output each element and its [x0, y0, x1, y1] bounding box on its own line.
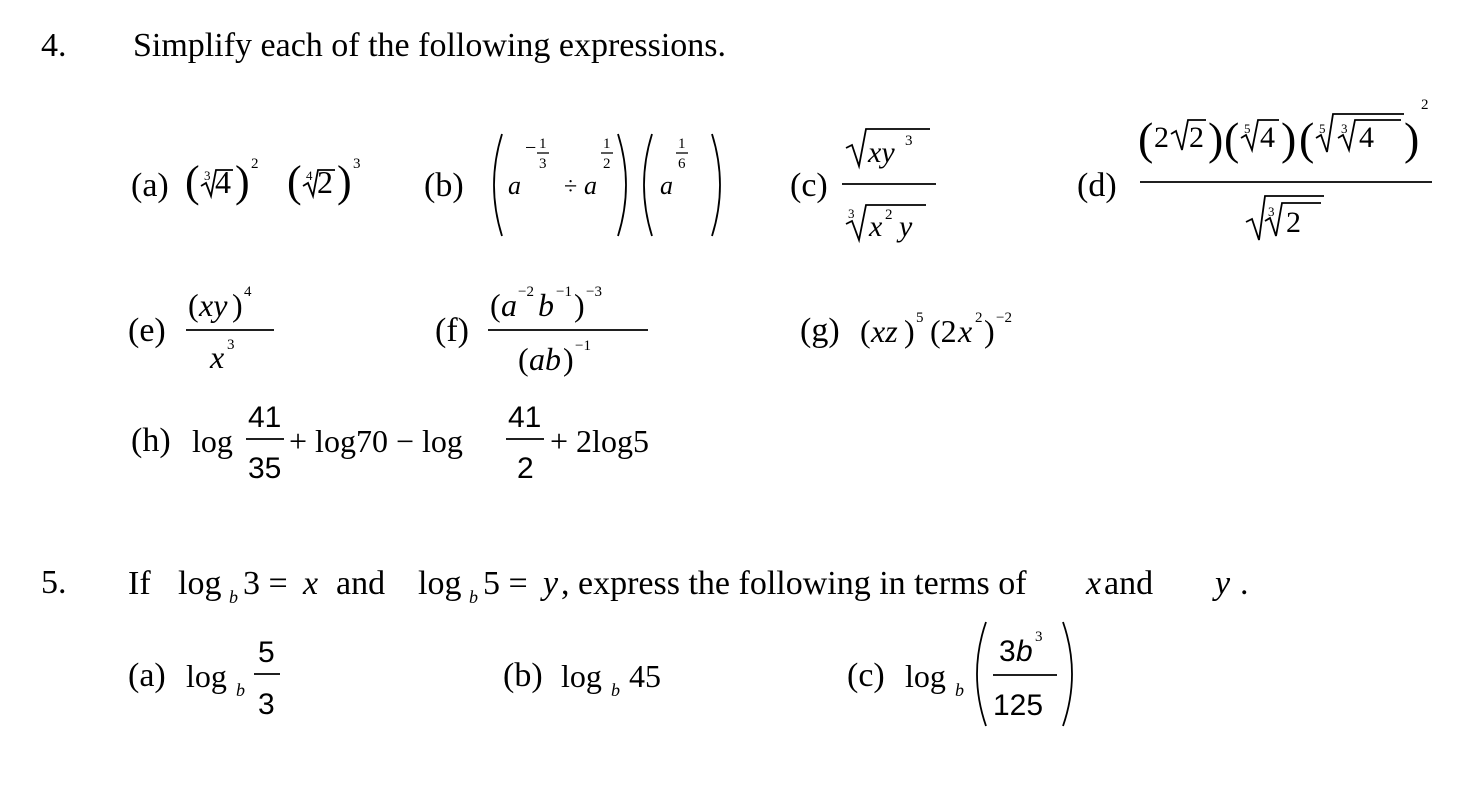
svg-text:2: 2 [251, 156, 259, 172]
svg-text:45: 45 [629, 658, 661, 694]
svg-text:3: 3 [848, 206, 855, 221]
svg-text:x: x [303, 565, 319, 602]
svg-text:+ log70 − log: + log70 − log [289, 423, 463, 459]
svg-text:x: x [869, 210, 883, 243]
svg-text:−1: −1 [556, 284, 572, 300]
svg-text:6: 6 [678, 156, 686, 172]
svg-text:): ) [574, 287, 585, 323]
part-4c-label: (c) [790, 167, 828, 204]
svg-text:xy: xy [868, 136, 895, 169]
svg-text:): ) [984, 313, 995, 349]
svg-text:+ 2log5: + 2log5 [550, 423, 649, 459]
svg-text:−2: −2 [996, 310, 1012, 326]
svg-text:4: 4 [1260, 121, 1275, 154]
svg-text:2: 2 [317, 164, 333, 200]
svg-text:ab: ab [529, 341, 561, 377]
svg-text:4: 4 [306, 168, 313, 183]
svg-text:a: a [584, 171, 597, 200]
svg-text:b: b [236, 680, 245, 700]
svg-text:y: y [899, 210, 913, 243]
part-4a-label: (a) [131, 167, 169, 204]
svg-text:.: . [1240, 565, 1249, 602]
svg-text:, express the following in ter: , express the following in terms of [561, 565, 1027, 602]
part-5c-label: (c) [847, 657, 885, 694]
expression-4c [842, 118, 942, 248]
svg-text:2: 2 [1286, 206, 1301, 239]
question-5-instruction [128, 556, 1278, 606]
svg-text:41: 41 [508, 401, 542, 434]
part-5b-label: (b) [503, 657, 543, 694]
svg-text:): ) [232, 287, 243, 323]
svg-text:): ) [337, 157, 352, 206]
svg-text:5 =: 5 = [483, 565, 528, 602]
svg-text:3: 3 [353, 156, 361, 172]
svg-text:(: ( [185, 157, 200, 206]
svg-text:2: 2 [885, 207, 893, 223]
svg-text:b: b [1016, 635, 1033, 668]
svg-text:(: ( [1224, 113, 1240, 164]
svg-text:3 =: 3 = [243, 565, 288, 602]
question-4-number: 4. [41, 27, 67, 64]
expression-4e [186, 282, 286, 382]
svg-text:(: ( [1138, 113, 1154, 164]
expression-4a [185, 150, 385, 210]
svg-text:xz: xz [871, 313, 898, 349]
svg-text:3: 3 [539, 156, 547, 172]
expression-5c [905, 620, 1085, 735]
part-5a-label: (a) [128, 657, 166, 694]
svg-text:2: 2 [517, 452, 534, 485]
svg-text:4: 4 [1359, 121, 1374, 154]
svg-text:35: 35 [248, 452, 282, 485]
svg-text:5: 5 [916, 310, 924, 326]
part-4d-label: (d) [1077, 167, 1117, 204]
svg-text:2: 2 [603, 156, 611, 172]
svg-text:log: log [561, 658, 602, 694]
part-4e-label: (e) [128, 312, 166, 349]
svg-text:(: ( [287, 157, 302, 206]
svg-text:(: ( [860, 313, 871, 349]
svg-text:log: log [905, 658, 946, 694]
svg-text:x: x [958, 313, 973, 349]
expression-4b [480, 130, 740, 245]
svg-text:(2: (2 [930, 313, 957, 349]
part-4b-label: (b) [424, 167, 464, 204]
svg-text:3: 3 [905, 133, 913, 149]
svg-text:(: ( [518, 341, 529, 377]
svg-text:y: y [1215, 565, 1231, 602]
svg-text:(: ( [490, 287, 501, 323]
svg-text:b: b [538, 287, 554, 323]
svg-text:(: ( [1299, 113, 1315, 164]
question-4-instruction: Simplify each of the following expressions. [133, 27, 727, 64]
expression-4g [858, 304, 1038, 354]
svg-text:1: 1 [539, 136, 547, 152]
svg-text:a: a [508, 171, 521, 200]
expression-4f [488, 282, 658, 382]
svg-text:3: 3 [204, 168, 211, 183]
question-5-number: 5. [41, 564, 67, 601]
svg-text:): ) [235, 157, 250, 206]
svg-text:b: b [611, 680, 620, 700]
svg-text:log: log [418, 565, 462, 602]
svg-text:125: 125 [993, 689, 1044, 722]
svg-text:log: log [192, 423, 233, 459]
svg-text:2: 2 [975, 310, 983, 326]
svg-text:2: 2 [1421, 97, 1429, 113]
svg-text:): ) [563, 341, 574, 377]
svg-text:and: and [1104, 565, 1154, 602]
svg-text:2: 2 [1189, 121, 1204, 154]
svg-text:2: 2 [1154, 121, 1169, 154]
svg-text:3: 3 [258, 688, 275, 721]
svg-text:−1: −1 [575, 338, 591, 354]
svg-text:log: log [186, 658, 227, 694]
svg-text:x: x [1086, 565, 1102, 602]
svg-text:3: 3 [1341, 121, 1348, 136]
part-4f-label: (f) [435, 312, 469, 349]
svg-text:x: x [210, 339, 225, 375]
svg-text:−3: −3 [586, 284, 602, 300]
part-4h-label: (h) [131, 422, 171, 459]
svg-text:): ) [1281, 113, 1297, 164]
svg-text:b: b [229, 587, 238, 607]
svg-text:a: a [501, 287, 517, 323]
svg-text:3: 3 [1268, 204, 1275, 219]
svg-text:3: 3 [227, 337, 235, 353]
svg-text:41: 41 [248, 401, 282, 434]
svg-text:4: 4 [244, 284, 252, 300]
svg-text:3: 3 [1035, 629, 1043, 645]
svg-text:−2: −2 [518, 284, 534, 300]
svg-text:÷: ÷ [564, 174, 578, 200]
expression-4d [1134, 96, 1454, 246]
svg-text:5: 5 [258, 636, 275, 669]
svg-text:−: − [525, 137, 537, 159]
svg-text:): ) [1208, 113, 1224, 164]
expression-5b [561, 649, 681, 699]
svg-text:log: log [178, 565, 222, 602]
svg-text:3: 3 [999, 635, 1016, 668]
svg-text:b: b [955, 680, 964, 700]
expression-5a [186, 628, 296, 728]
svg-text:(: ( [188, 287, 199, 323]
svg-text:and: and [336, 565, 386, 602]
q5-if-text: If [128, 565, 151, 602]
svg-text:1: 1 [678, 136, 686, 152]
svg-text:a: a [660, 171, 673, 200]
svg-text:b: b [469, 587, 478, 607]
svg-text:y: y [543, 565, 559, 602]
part-4g-label: (g) [800, 312, 840, 349]
svg-text:): ) [904, 313, 915, 349]
expression-4h [192, 393, 692, 493]
svg-text:5: 5 [1244, 121, 1251, 136]
svg-text:): ) [1404, 113, 1420, 164]
svg-text:4: 4 [215, 164, 231, 200]
svg-text:5: 5 [1319, 121, 1326, 136]
svg-text:1: 1 [603, 136, 611, 152]
svg-text:xy: xy [199, 287, 228, 323]
